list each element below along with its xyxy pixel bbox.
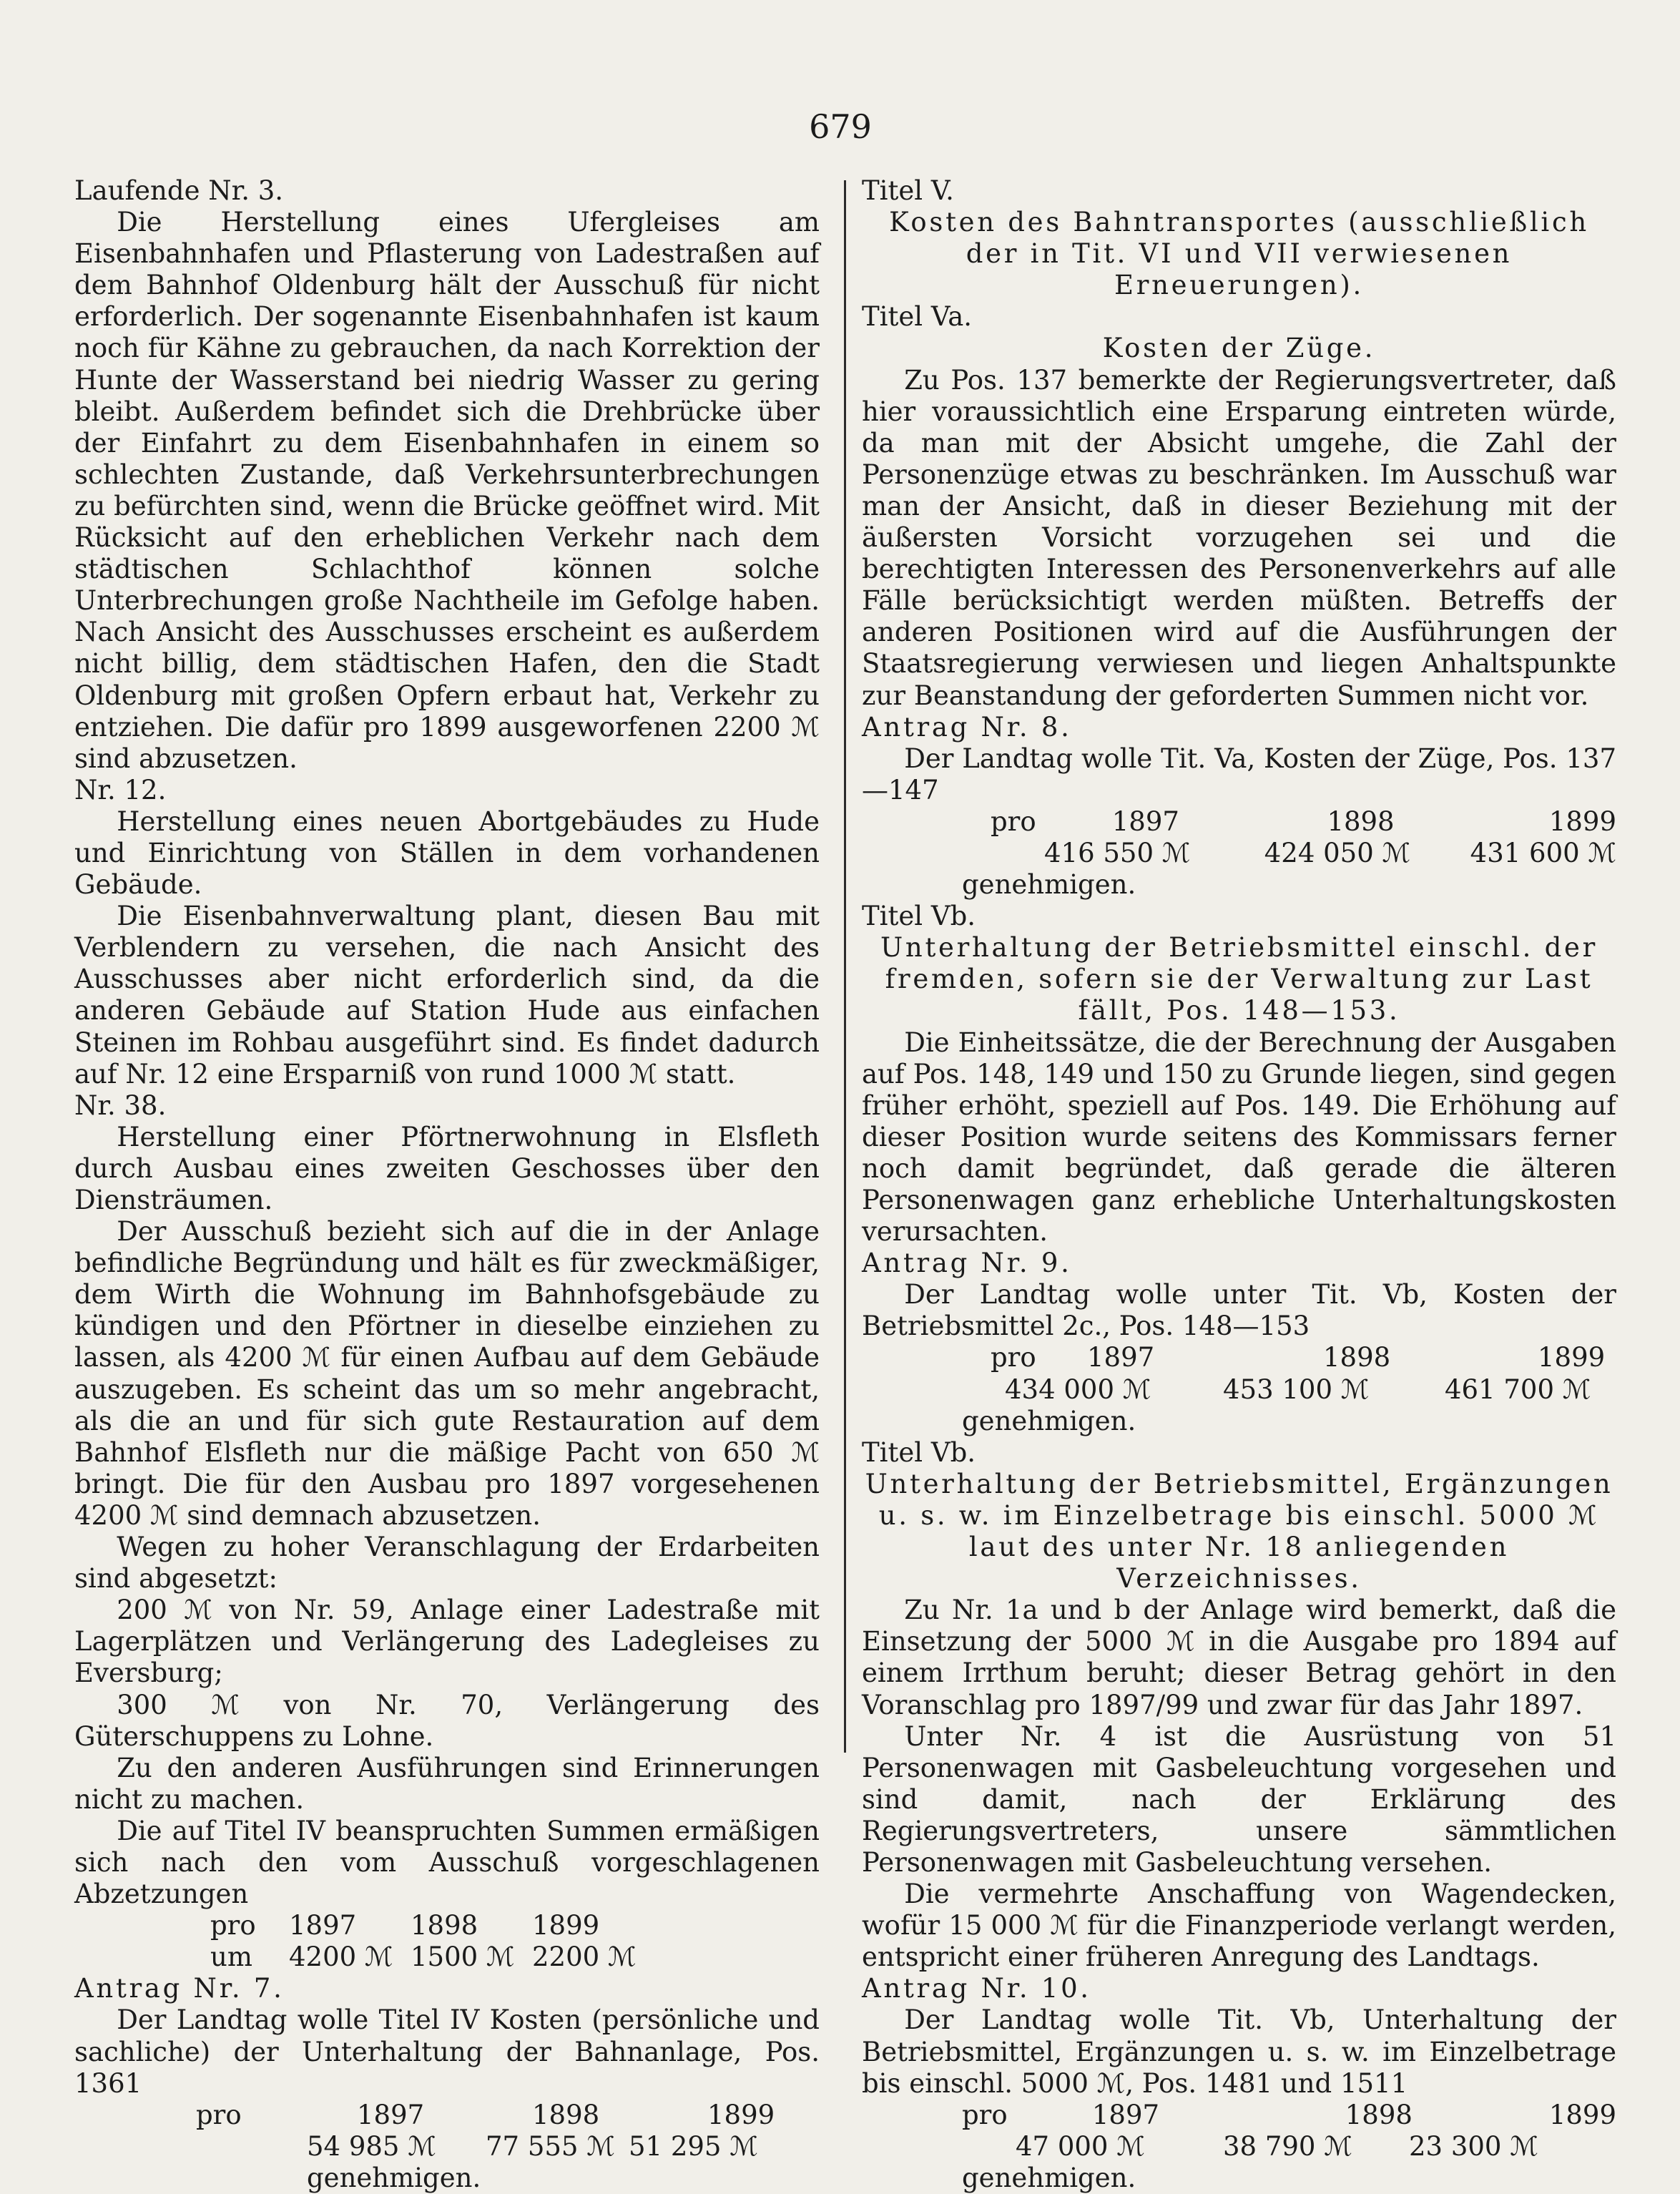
motion-heading: Antrag Nr. 7.	[74, 1973, 285, 2004]
title-subheading: Kosten des Bahntransportes (ausschließlich der in Tit. VI und VII verwiesenen Erneuerungen).	[889, 207, 1589, 301]
amount-cell: 23 300 ℳ	[1409, 2130, 1538, 2162]
page-number: 679	[809, 107, 872, 146]
table-label: pro	[991, 1342, 1036, 1373]
approval-text: genehmigen.	[307, 2162, 481, 2193]
paragraph: Die auf Titel IV beanspruchten Summen ermäßigen sich nach den vom Ausschuß vorgeschlagenen Abzetzungen	[74, 1815, 820, 1910]
paragraph: Herstellung einer Pförtnerwohnung in Elsfleth durch Ausbau eines zweiten Geschosses über den Diensträumen.	[74, 1121, 820, 1215]
table-label: um	[210, 1941, 252, 1973]
year-cell: 1899	[532, 1910, 600, 1941]
table-label: pro	[196, 2099, 242, 2130]
amount-cell: 38 790 ℳ	[1223, 2130, 1352, 2162]
paragraph: Der Landtag wolle unter Tit. Vb, Kosten der Betriebsmittel 2c., Pos. 148—153	[862, 1279, 1616, 1342]
table-label: pro	[210, 1910, 256, 1941]
year-cell: 1897	[1091, 2099, 1160, 2130]
year-cell: 1897	[357, 2099, 425, 2130]
amount-cell: 453 100 ℳ	[1223, 1373, 1370, 1405]
paragraph: Der Ausschuß bezieht sich auf die in der Anlage befindliche Begründung und hält es für zweckmäßiger, dem Wirth die Wohnung im Bahnhofsgebäude zu kündigen und den Pförtner in dieselbe einziehen zu lassen, als 4200 ℳ für einen Aufbau auf dem Gebäude auszugeben. Es scheint das um so mehr angebracht, als die an und für sich gute Restauration auf dem Bahnhof Elsfleth nur die mäßige Pacht von 650 ℳ bringt. Die für den Ausbau pro 1897 vorgesehenen 4200 ℳ sind demnach abzusetzen.	[74, 1216, 820, 1531]
approval-text: genehmigen.	[962, 869, 1136, 901]
right-column	[862, 175, 1616, 2193]
paragraph: Der Landtag wolle Tit. Vb, Unterhaltung der Betriebsmittel, Ergänzungen u. s. w. im Einzelbetrage bis einschl. 5000 ℳ, Pos. 1481 und 1511	[862, 2004, 1616, 2099]
year-cell: 1899	[707, 2099, 775, 2130]
amount-cell: 424 050 ℳ	[1264, 837, 1411, 868]
amount-cell: 77 555 ℳ	[486, 2130, 615, 2162]
paragraph: Zu den anderen Ausführungen sind Erinnerungen nicht zu machen.	[74, 1752, 820, 1815]
amount-table	[862, 1342, 1616, 1436]
paragraph: Die Herstellung eines Ufergleises am Eisenbahnhafen und Pflasterung von Ladestraßen auf dem Bahnhof Oldenburg hält der Ausschuß für nicht erforderlich. Der sogenannte Eisenbahnhafen ist kaum noch für Kähne zu gebrauchen, da nach Korrektion der Hunte der Wasserstand bei niedrig Wasser zu gering bleibt. Außerdem befindet sich die Drehbrücke über der Einfahrt zu dem Eisenbahnhafen in einem so schlechten Zustande, daß Verkehrsunterbrechungen zu befürchten sind, wenn die Brücke geöffnet wird. Mit Rücksicht auf den erheblichen Verkehr nach dem städtischen Schlachthof können solche Unterbrechungen große Nachtheile im Gefolge haben. Nach Ansicht des Ausschusses erscheint es außerdem nicht billig, dem städtischen Hafen, den die Stadt Oldenburg mit großen Opfern erbaut hat, Verkehr zu entziehen. Die dafür pro 1899 ausgeworfenen 2200 ℳ sind abzusetzen.	[74, 207, 820, 774]
paragraph: Die Einheitssätze, die der Berechnung der Ausgaben auf Pos. 148, 149 und 150 zu Grunde liegen, sind gegen früher erhöht, speziell auf Pos. 149. Die Erhöhung auf dieser Position wurde seitens des Kommissars ferner noch damit begründet, daß gerade die älteren Personenwagen ganz erhebliche Unterhaltungskosten verursachten.	[862, 1027, 1616, 1248]
title-heading: Titel Va.	[862, 301, 973, 333]
paragraph: Der Landtag wolle Tit. Va, Kosten der Züge, Pos. 137—147	[862, 743, 1616, 805]
year-cell: 1898	[1345, 2099, 1413, 2130]
year-cell: 1897	[289, 1910, 357, 1941]
approval-text: genehmigen.	[962, 1405, 1136, 1436]
amount-cell: 4200 ℳ	[289, 1941, 393, 1973]
amount-cell: 416 550 ℳ	[1044, 837, 1191, 868]
title-heading: Titel V.	[862, 175, 954, 206]
section-heading: Laufende Nr. 3.	[74, 175, 284, 206]
column-divider	[844, 180, 846, 1753]
year-cell: 1898	[1323, 1342, 1391, 1373]
amount-table	[74, 2100, 820, 2194]
year-cell: 1898	[1327, 805, 1395, 837]
amount-cell: 51 295 ℳ	[629, 2130, 758, 2162]
paragraph: Zu Pos. 137 bemerkte der Regierungsvertreter, daß hier voraussichtlich eine Ersparung eintreten würde, da man mit der Absicht umgehe, die Zahl der Personenzüge etwas zu beschränken. Im Ausschuß war man der Ansicht, daß in dieser Beziehung mit der äußersten Vorsicht vorzugehen sei und die berechtigten Interessen des Personenverkehrs auf alle Fälle berücksichtigt werden müßten. Betreffs der anderen Positionen wird auf die Ausführungen der Staatsregierung verwiesen und liegen Anhaltspunkte zur Beanstandung der geforderten Summen nicht vor.	[862, 364, 1616, 711]
amount-cell: 434 000 ℳ	[1005, 1373, 1151, 1405]
paragraph: 300 ℳ von Nr. 70, Verlängerung des Güterschuppens zu Lohne.	[74, 1689, 820, 1752]
paragraph: Die vermehrte Anschaffung von Wagendecken, wofür 15 000 ℳ für die Finanzperiode verlangt werden, entspricht einer früheren Anregung des Landtags.	[862, 1879, 1616, 1973]
amount-cell: 431 600 ℳ	[1470, 837, 1616, 868]
paragraph: Herstellung eines neuen Abortgebäudes zu Hude und Einrichtung von Ställen in dem vorhandenen Gebäude.	[74, 805, 820, 901]
motion-heading: Antrag Nr. 8.	[862, 711, 1072, 743]
paragraph: Unter Nr. 4 ist die Ausrüstung von 51 Personenwagen mit Gasbeleuchtung vorgesehen und sind damit, nach der Erklärung des Regierungsvertreters, unsere sämmtlichen Personenwagen mit Gasbeleuchtung versehen.	[862, 1720, 1616, 1878]
title-heading: Titel Vb.	[862, 901, 976, 932]
paragraph: 200 ℳ von Nr. 59, Anlage einer Ladestraße mit Lagerplätzen und Verlängerung des Ladegleises zu Eversburg;	[74, 1595, 820, 1689]
paragraph: Zu Nr. 1a und b der Anlage wird bemerkt, daß die Einsetzung der 5000 ℳ in die Ausgabe pro 1894 auf einem Irrthum beruht; dieser Betrag gehört in den Voranschlag pro 1897/99 und zwar für das Jahr 1897.	[862, 1595, 1616, 1720]
left-column	[74, 175, 820, 2193]
table-label: pro	[962, 2099, 1008, 2130]
year-cell: 1897	[1087, 1342, 1155, 1373]
amount-cell: 2200 ℳ	[532, 1941, 637, 1973]
amount-table	[74, 1910, 820, 1973]
amount-cell: 47 000 ℳ	[1016, 2130, 1145, 2162]
amount-table	[862, 2100, 1616, 2194]
amount-cell: 1500 ℳ	[411, 1941, 515, 1973]
amount-cell: 461 700 ℳ	[1445, 1373, 1591, 1405]
table-label: pro	[991, 805, 1036, 837]
year-cell: 1898	[532, 2099, 600, 2130]
title-heading: Titel Vb.	[862, 1436, 976, 1468]
approval-text: genehmigen.	[962, 2162, 1136, 2193]
title-subheading: Unterhaltung der Betriebsmittel, Ergänzungen u. s. w. im Einzelbetrage bis einschl. 5000 ℳ laut des unter Nr. 18 anliegenden Verzeichnisses.	[865, 1468, 1613, 1595]
year-cell: 1898	[411, 1910, 478, 1941]
year-cell: 1899	[1538, 1342, 1606, 1373]
motion-heading: Antrag Nr. 10.	[862, 1973, 1091, 2004]
section-heading: Nr. 12.	[74, 774, 167, 805]
year-cell: 1897	[1111, 805, 1179, 837]
motion-heading: Antrag Nr. 9.	[862, 1248, 1072, 1279]
title-subheading: Kosten der Züge.	[1102, 333, 1376, 364]
paragraph: Die Eisenbahnverwaltung plant, diesen Bau mit Verblendern zu versehen, die nach Ansicht des Ausschusses aber nicht erforderlich sind, da die anderen Gebäude auf Station Hude aus einfachen Steinen im Rohbau ausgeführt sind. Es findet dadurch auf Nr. 12 eine Ersparniß von rund 1000 ℳ statt.	[74, 901, 820, 1089]
amount-cell: 54 985 ℳ	[307, 2130, 436, 2162]
section-heading: Nr. 38.	[74, 1089, 167, 1121]
paragraph: Wegen zu hoher Veranschlagung der Erdarbeiten sind abgesetzt:	[74, 1532, 820, 1595]
title-subheading: Unterhaltung der Betriebsmittel einschl. der fremden, sofern sie der Verwaltung zur Last fällt, Pos. 148—153.	[880, 932, 1598, 1027]
year-cell: 1899	[1548, 805, 1616, 837]
paragraph: Der Landtag wolle Titel IV Kosten (persönliche und sachliche) der Unterhaltung der Bahnanlage, Pos. 1361	[74, 2004, 820, 2099]
year-cell: 1899	[1548, 2099, 1616, 2130]
amount-table	[862, 806, 1616, 901]
